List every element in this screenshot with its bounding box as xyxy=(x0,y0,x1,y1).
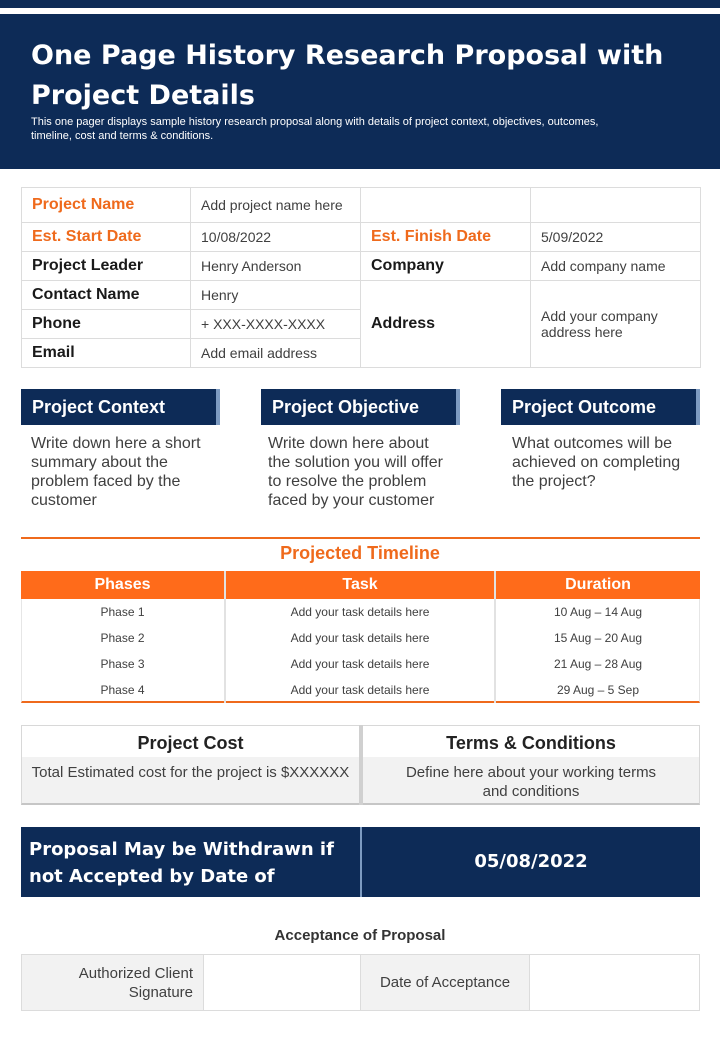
project-leader-value: Henry Anderson xyxy=(191,252,361,281)
company-label: Company xyxy=(361,252,531,281)
timeline-duration-cell: 29 Aug – 5 Sep xyxy=(556,683,640,697)
timeline-duration-cell: 10 Aug – 14 Aug xyxy=(553,605,643,619)
project-outcome-text: What outcomes will be achieved on completing the project? xyxy=(512,435,681,490)
address-label: Address xyxy=(361,281,531,368)
project-context-text: Write down here a short summary about the problem faced by the customer xyxy=(31,435,201,509)
email-label: Email xyxy=(22,339,191,368)
timeline-task-cell: Add your task details here xyxy=(290,631,430,645)
details-row xyxy=(22,252,701,281)
project-context-heading: Project Context xyxy=(21,389,220,425)
timeline-phase-cell: Phase 2 xyxy=(100,631,145,645)
project-details-table xyxy=(21,187,701,368)
start-date-value: 10/08/2022 xyxy=(191,223,361,252)
terms-heading: Terms & Conditions xyxy=(446,733,616,753)
page-subtitle: This one pager displays sample history research proposal along with details of project context, objectives, outcomes, timeline, cost and terms & conditions. xyxy=(31,116,599,142)
start-date-label: Est. Start Date xyxy=(22,223,191,252)
timeline-header-phases: Phases xyxy=(21,571,224,599)
project-leader-label: Project Leader xyxy=(22,252,191,281)
timeline-phase-cell: Phase 3 xyxy=(100,657,145,671)
empty-cell xyxy=(531,188,701,223)
project-objective-text: Write down here about the solution you will offer to resolve the problem faced by your customer xyxy=(268,435,443,509)
timeline-header-duration: Duration xyxy=(496,571,700,599)
details-row xyxy=(22,223,701,252)
timeline-phase-cell: Phase 1 xyxy=(100,605,145,619)
withdraw-date: 05/08/2022 xyxy=(362,827,700,897)
timeline-title: Projected Timeline xyxy=(280,543,440,563)
phone-value: + XXX-XXXX-XXXX xyxy=(191,310,361,339)
timeline-header-task: Task xyxy=(226,571,494,599)
project-cost-heading: Project Cost xyxy=(137,733,244,753)
timeline-phase-cell: Phase 4 xyxy=(100,683,145,697)
date-of-acceptance-field[interactable] xyxy=(529,954,700,1011)
project-name-value: Add project name here xyxy=(191,188,361,223)
withdraw-notice: Proposal May be Withdrawn if not Accepted by Date of xyxy=(21,827,360,897)
contact-name-value: Henry xyxy=(191,281,361,310)
date-of-acceptance-label: Date of Acceptance xyxy=(360,954,530,1011)
timeline-duration-cell: 21 Aug – 28 Aug xyxy=(553,657,643,671)
phone-label: Phone xyxy=(22,310,191,339)
timeline-task-cell: Add your task details here xyxy=(290,657,430,671)
company-value: Add company name xyxy=(531,252,701,281)
contact-name-label: Contact Name xyxy=(22,281,191,310)
top-stripe xyxy=(0,0,720,8)
details-row xyxy=(22,281,701,310)
timeline-duration-cell: 15 Aug – 20 Aug xyxy=(553,631,643,645)
signature-field[interactable] xyxy=(203,954,361,1011)
terms-text: Define here about your working terms and conditions xyxy=(363,757,699,803)
page-title: One Page History Research Proposal with Project Details xyxy=(31,40,664,111)
timeline-divider-line xyxy=(21,537,700,539)
project-cost-text: Total Estimated cost for the project is $XXXXXX xyxy=(22,757,359,803)
finish-date-value: 5/09/2022 xyxy=(531,223,701,252)
project-name-label: Project Name xyxy=(22,188,191,223)
finish-date-label: Est. Finish Date xyxy=(361,223,531,252)
project-objective-heading: Project Objective xyxy=(261,389,460,425)
signature-label: Authorized Client Signature xyxy=(21,954,204,1011)
timeline-task-cell: Add your task details here xyxy=(290,683,430,697)
address-value: Add your company address here xyxy=(531,281,701,368)
details-row xyxy=(22,188,701,223)
project-outcome-heading: Project Outcome xyxy=(501,389,700,425)
timeline-task-cell: Add your task details here xyxy=(290,605,430,619)
empty-cell xyxy=(361,188,531,223)
email-value: Add email address xyxy=(191,339,361,368)
header-banner xyxy=(0,14,720,169)
acceptance-title: Acceptance of Proposal xyxy=(274,927,446,944)
